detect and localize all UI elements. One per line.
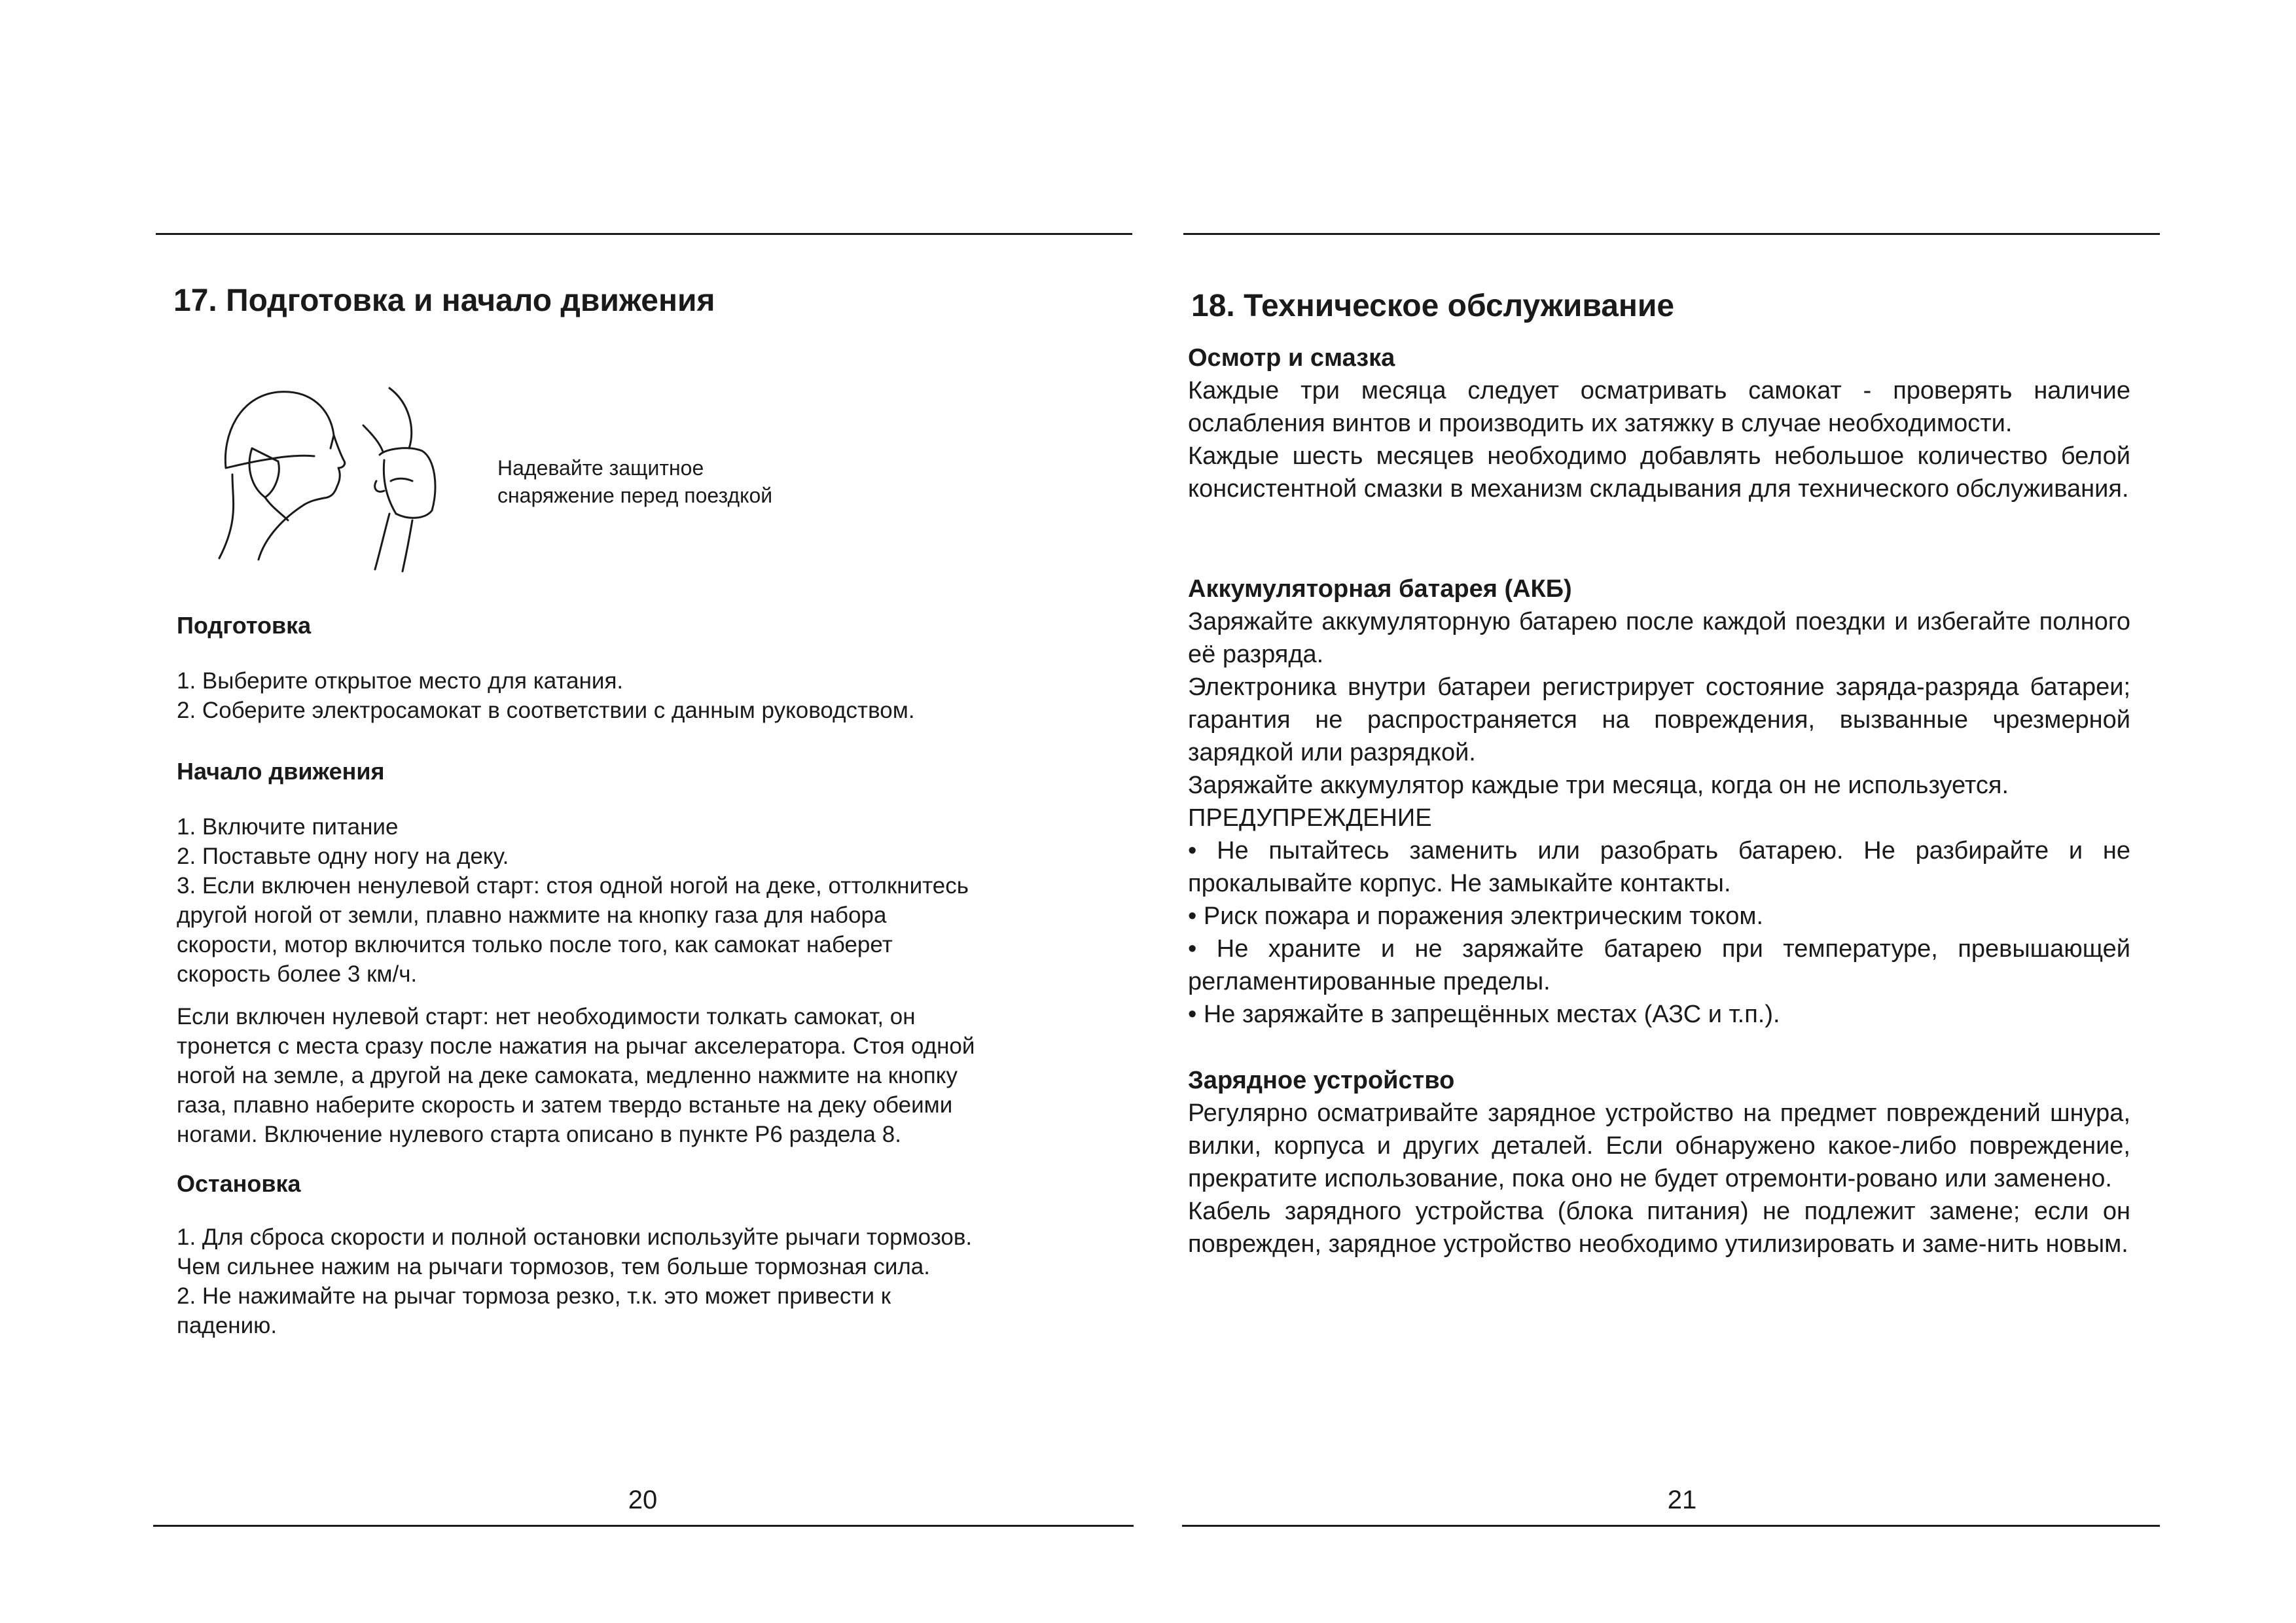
bottom-rule-left [153, 1525, 1134, 1527]
paragraph: Заряжайте аккумуляторную батарею после каждой поездки и избегайте полного её разряда. [1188, 608, 2130, 668]
list-item: 3. Если включен ненулевой старт: стоя одной ногой на деке, оттолкнитесь [177, 873, 969, 899]
left-section-title: 17. Подготовка и начало движения [173, 283, 715, 318]
page-number-right: 21 [1667, 1486, 1697, 1514]
inspection-section [1188, 342, 2130, 505]
paragraph: Регулярно осматривайте зарядное устройство на предмет повреждений шнура, вилки, корпуса и других деталей. Если обнаружено какое-либо повреждение, прекратите использование, пока оно не будет отремонти-ровано или заменено. [1188, 1099, 2130, 1192]
battery-heading: Аккумуляторная батарея (АКБ) [1188, 575, 1572, 603]
page-number-left: 20 [628, 1486, 658, 1514]
figure-caption [497, 454, 772, 509]
top-rule-right [1183, 233, 2160, 235]
list-item: скорость более 3 км/ч. [177, 961, 418, 987]
warning-item: • Не храните и не заряжайте батарею при температуре, превышающей регламентированные пределы. [1188, 935, 2130, 995]
text-line: тронется с места сразу после нажатия на рычаг акселератора. Стоя одной [177, 1033, 975, 1059]
charger-heading: Зарядное устройство [1188, 1067, 1455, 1094]
zero-start-paragraph [177, 1002, 1067, 1149]
caption-line-2: снаряжение перед поездкой [497, 484, 773, 507]
list-item: скорости, мотор включится только после того, как самокат наберет [177, 932, 893, 957]
preparation-heading: Подготовка [177, 612, 312, 639]
start-heading: Начало движения [177, 758, 385, 785]
warning-title: ПРЕДУПРЕЖДЕНИЕ [1188, 804, 1432, 832]
text-line: ногами. Включение нулевого старта описано в пункте Р6 раздела 8. [177, 1122, 901, 1147]
right-section-title: 18. Техническое обслуживание [1191, 289, 1675, 323]
list-item: Чем сильнее нажим на рычаги тормозов, тем больше тормозная сила. [177, 1254, 931, 1279]
preparation-list [177, 666, 1067, 725]
paragraph: Заряжайте аккумулятор каждые три месяца, когда он не используется. [1188, 772, 2009, 799]
text-line: Если включен нулевой старт: нет необходимости толкать самокат, он [177, 1004, 916, 1029]
text-line: газа, плавно наберите скорость и затем твердо встаньте на деку обеими [177, 1092, 953, 1118]
bottom-rule-right [1182, 1525, 2160, 1527]
list-item: 1. Выберите открытое место для катания. [177, 668, 624, 694]
stop-heading: Остановка [177, 1170, 301, 1197]
warning-item: • Риск пожара и поражения электрическим током. [1188, 902, 1764, 930]
list-item: 2. Поставьте одну ногу на деку. [177, 844, 509, 869]
warning-item: • Не заряжайте в запрещённых местах (АЗС и т.п.). [1188, 1001, 1780, 1028]
inspection-heading: Осмотр и смазка [1188, 344, 1395, 372]
stop-list [177, 1222, 1067, 1340]
paragraph: Каждые три месяца следует осматривать самокат - проверять наличие ослабления винтов и производить их затяжку в случае необходимости. [1188, 377, 2130, 437]
caption-line-1: Надевайте защитное [497, 456, 704, 480]
paragraph: Кабель зарядного устройства (блока питания) не подлежит замене; если он поврежден, зарядное устройство необходимо утилизировать и заме-нить новым. [1188, 1198, 2130, 1258]
paragraph: Каждые шесть месяцев необходимо добавлять небольшое количество белой консистентной смазки в механизм складывания для технического обслуживания. [1188, 442, 2130, 503]
list-item: 1. Для сброса скорости и полной остановки используйте рычаги тормозов. [177, 1224, 973, 1250]
top-rule-left [156, 233, 1132, 235]
list-item: 2. Не нажимайте на рычаг тормоза резко, т.к. это может привести к [177, 1283, 891, 1309]
paragraph: Электроника внутри батареи регистрирует состояние заряда-разряда батареи; гарантия не распространяется на повреждения, вызванные чрезмерной зарядкой или разрядкой. [1188, 673, 2130, 766]
charger-section [1188, 1064, 2130, 1260]
battery-section [1188, 573, 2130, 1031]
warning-item: • Не пытайтесь заменить или разобрать батарею. Не разбирайте и не прокалывайте корпус. Не замыкайте контакты. [1188, 837, 2130, 897]
start-list [177, 812, 1067, 989]
list-item: 2. Соберите электросамокат в соответствии с данным руководством. [177, 698, 915, 723]
list-item: другой ногой от земли, плавно нажмите на кнопку газа для набора [177, 902, 887, 928]
text-line: ногой на земле, а другой на деке самоката, медленно нажмите на кнопку [177, 1063, 958, 1088]
list-item: падению. [177, 1313, 278, 1338]
helmet-pads-illustration [213, 383, 461, 573]
list-item: 1. Включите питание [177, 814, 399, 840]
